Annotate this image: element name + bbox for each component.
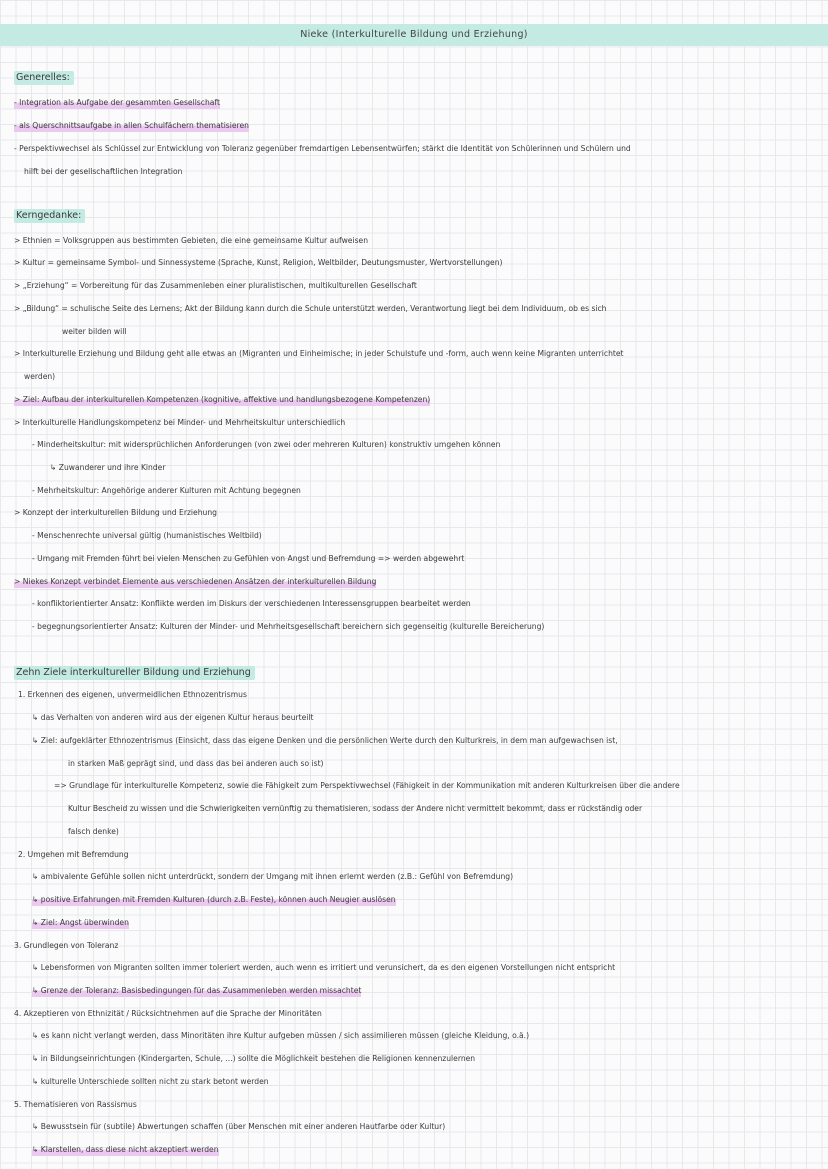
section-heading-kerngedanke: Kerngedanke: (14, 209, 85, 223)
note-line: ↳ Klarstellen, dass diese nicht akzeptiert werden (32, 1145, 219, 1154)
page-title: Nieke (Interkulturelle Bildung und Erziehung) (300, 29, 528, 40)
section-heading-ziele: Zehn Ziele interkultureller Bildung und Erziehung (14, 666, 255, 680)
note-line: - Mehrheitskultur: Angehörige anderer Kulturen mit Achtung begegnen (32, 486, 301, 495)
note-line: => Grundlage für interkulturelle Kompetenz, sowie die Fähigkeit zum Perspektivwechsel (Fähigkeit in der Kommunikation mit anderen Kulturkreisen über die andere (54, 781, 680, 790)
note-line: ↳ kulturelle Unterschiede sollten nicht zu stark betont werden (32, 1077, 269, 1086)
note-line: > „Erziehung“ = Vorbereitung für das Zusammenleben einer pluralistischen, multikulturellen Gesellschaft (14, 281, 417, 290)
note-line: > Niekes Konzept verbindet Elemente aus verschiedenen Ansätzen der interkulturellen Bildung (14, 577, 377, 586)
note-line: 2. Umgehen mit Befremdung (18, 850, 129, 859)
note-line: 3. Grundlegen von Toleranz (14, 941, 119, 950)
note-line: - Menschenrechte universal gültig (humanistisches Weltbild) (32, 531, 262, 540)
note-line: > Konzept der interkulturellen Bildung und Erziehung (14, 508, 217, 517)
note-line: ↳ Bewusstsein für (subtile) Abwertungen schaffen (über Menschen mit einer anderen Hautfarbe oder Kultur) (32, 1122, 446, 1131)
note-line: > Interkulturelle Handlungskompetenz bei Minder- und Mehrheitskultur unterschiedlich (14, 418, 346, 427)
note-line: ↳ Ziel: aufgeklärter Ethnozentrismus (Einsicht, dass das eigene Denken und die persönlichen Werte durch den Kulturkreis, in dem man aufgewachsen ist, (32, 736, 618, 745)
note-line: - Integration als Aufgabe der gesammten Gesellschaft (14, 98, 220, 107)
note-line: ↳ Zuwanderer und ihre Kinder (50, 463, 166, 472)
note-line: - begegnungsorientierter Ansatz: Kulturen der Minder- und Mehrheitsgesellschaft bereichern sich gegenseitig (kulturelle Bereicherung) (32, 622, 545, 631)
note-line: > Kultur = gemeinsame Symbol- und Sinnessysteme (Sprache, Kunst, Religion, Weltbilder, Deutungsmuster, Wertvorstellungen) (14, 258, 503, 267)
note-line: ↳ positive Erfahrungen mit Fremden Kulturen (durch z.B. Feste), können auch Neugier auslösen (32, 895, 396, 904)
note-line: ↳ Lebensformen von Migranten sollten immer toleriert werden, auch wenn es irritiert und verunsichert, da es den eigenen Vorstellungen nicht entspricht (32, 963, 616, 972)
note-line: hilft bei der gesellschaftlichen Integration (24, 167, 183, 176)
note-line: > Ziel: Aufbau der interkulturellen Kompetenzen (kognitive, affektive und handlungsbezogene Kompetenzen) (14, 395, 431, 404)
note-line: - Minderheitskultur: mit widersprüchlichen Anforderungen (von zwei oder mehreren Kulturen) konstruktiv umgehen können (32, 440, 501, 449)
note-line: - Perspektivwechsel als Schlüssel zur Entwicklung von Toleranz gegenüber fremdartigen Lebensentwürfen; stärkt die Identität von Schülerinnen und Schülern und (14, 144, 631, 153)
note-line: falsch denke) (68, 827, 119, 836)
note-line: ↳ in Bildungseinrichtungen (Kindergarten, Schule, ...) sollte die Möglichkeit bestehen die Religionen kennenzulernen (32, 1054, 476, 1063)
note-line: in starken Maß geprägt sind, und dass das bei anderen auch so ist) (68, 759, 324, 768)
note-line: werden) (24, 372, 56, 381)
note-line: ↳ es kann nicht verlangt werden, dass Minoritäten ihre Kultur aufgeben müssen / sich assimilieren müssen (gleiche Kleidung, o.ä.) (32, 1031, 530, 1040)
section-heading-generelles: Generelles: (14, 71, 74, 85)
note-line: > Interkulturelle Erziehung und Bildung geht alle etwas an (Migranten und Einheimische; in jeder Schulstufe und -form, auch wenn keine Migranten unterrichtet (14, 349, 624, 358)
note-line: > Ethnien = Volksgruppen aus bestimmten Gebieten, die eine gemeinsame Kultur aufweisen (14, 236, 369, 245)
note-line: - Umgang mit Fremden führt bei vielen Menschen zu Gefühlen von Angst und Befremdung => werden abgewehrt (32, 554, 465, 563)
note-line: - als Querschnittsaufgabe in allen Schulfächern thematisieren (14, 121, 249, 130)
note-line: ↳ Grenze der Toleranz: Basisbedingungen für das Zusammenleben werden missachtet (32, 986, 362, 995)
note-line: 5. Thematisieren von Rassismus (14, 1100, 137, 1109)
note-line: Kultur Bescheid zu wissen und die Schwierigkeiten vernünftig zu thematisieren, sodass der Andere nicht vermittelt bekommt, dass er rückständig oder (68, 804, 643, 813)
note-line: > „Bildung“ = schulische Seite des Lernens; Akt der Bildung kann durch die Schule unterstützt werden, Verantwortung liegt bei dem Individuum, ob es sich (14, 304, 607, 313)
note-line: weiter bilden will (62, 327, 127, 336)
note-line: ↳ Ziel: Angst überwinden (32, 918, 129, 927)
note-line: 4. Akzeptieren von Ethnizität / Rücksichtnehmen auf die Sprache der Minoritäten (14, 1009, 322, 1018)
note-line: ↳ das Verhalten von anderen wird aus der eigenen Kultur heraus beurteilt (32, 713, 314, 722)
note-line: ↳ ambivalente Gefühle sollen nicht unterdrückt, sondern der Umgang mit ihnen erlernt werden (z.B.: Gefühl von Befremdung) (32, 872, 514, 881)
note-line: 1. Erkennen des eigenen, unvermeidlichen Ethnozentrismus (18, 690, 247, 699)
note-line: - konfliktorientierter Ansatz: Konflikte werden im Diskurs der verschiedenen Interessensgruppen bearbeitet werden (32, 599, 471, 608)
